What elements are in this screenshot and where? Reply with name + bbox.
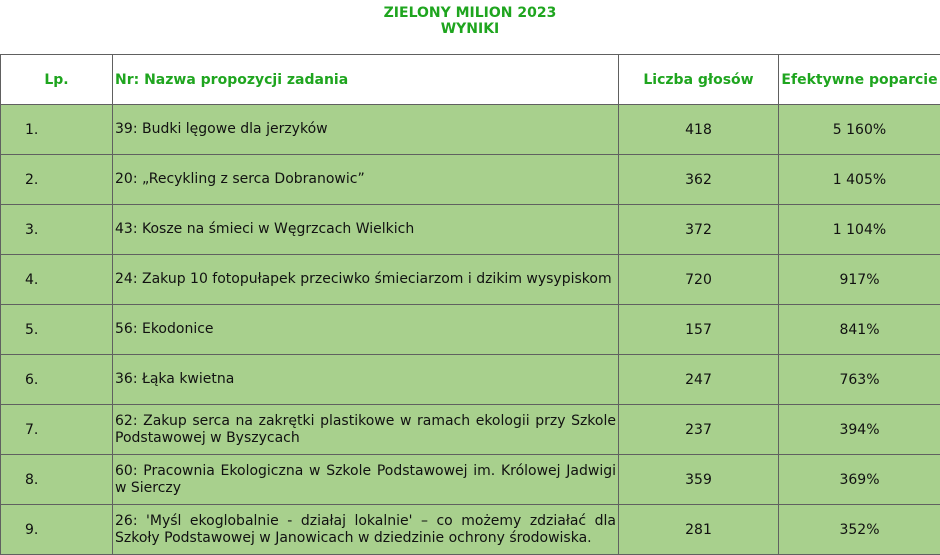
lp-cell: 7. <box>1 405 113 455</box>
lp-cell: 8. <box>1 455 113 505</box>
lp-cell: 9. <box>1 505 113 555</box>
table-header-row <box>1 55 940 105</box>
table-row <box>1 105 940 155</box>
results-table <box>0 54 940 555</box>
votes-cell: 372 <box>619 205 779 255</box>
support-cell: 369% <box>779 455 940 505</box>
lp-cell: 6. <box>1 355 113 405</box>
votes-cell: 157 <box>619 305 779 355</box>
votes-cell: 359 <box>619 455 779 505</box>
task-name-cell: 36: Łąka kwietna <box>113 355 619 405</box>
table-row <box>1 255 940 305</box>
task-name-cell: 60: Pracownia Ekologiczna w Szkole Podstawowej im. Królowej Jadwigi w Sierczy <box>113 455 619 505</box>
table-row <box>1 355 940 405</box>
table-row <box>1 305 940 355</box>
column-header-lp: Lp. <box>1 55 113 105</box>
table-row <box>1 405 940 455</box>
lp-cell: 4. <box>1 255 113 305</box>
lp-cell: 3. <box>1 205 113 255</box>
table-row <box>1 455 940 505</box>
support-cell: 763% <box>779 355 940 405</box>
page-subtitle: WYNIKI <box>0 21 940 37</box>
support-cell: 394% <box>779 405 940 455</box>
votes-cell: 720 <box>619 255 779 305</box>
votes-cell: 418 <box>619 105 779 155</box>
lp-cell: 5. <box>1 305 113 355</box>
lp-cell: 2. <box>1 155 113 205</box>
support-cell: 5 160% <box>779 105 940 155</box>
task-name-cell: 24: Zakup 10 fotopułapek przeciwko śmieciarzom i dzikim wysypiskom <box>113 255 619 305</box>
support-cell: 1 405% <box>779 155 940 205</box>
task-name-cell: 43: Kosze na śmieci w Węgrzcach Wielkich <box>113 205 619 255</box>
votes-cell: 362 <box>619 155 779 205</box>
support-cell: 917% <box>779 255 940 305</box>
task-name-cell: 56: Ekodonice <box>113 305 619 355</box>
task-name-cell: 26: 'Myśl ekoglobalnie - działaj lokalnie' – co możemy zdziałać dla Szkoły Podstawowej w Janowicach w dziedzinie ochrony środowiska. <box>113 505 619 555</box>
support-cell: 1 104% <box>779 205 940 255</box>
support-cell: 841% <box>779 305 940 355</box>
votes-cell: 247 <box>619 355 779 405</box>
column-header-name: Nr: Nazwa propozycji zadania <box>113 55 619 105</box>
column-header-votes: Liczba głosów <box>619 55 779 105</box>
task-name-cell: 62: Zakup serca na zakrętki plastikowe w ramach ekologii przy Szkole Podstawowej w Byszycach <box>113 405 619 455</box>
page-title: ZIELONY MILION 2023 <box>0 5 940 21</box>
table-row <box>1 205 940 255</box>
table-row <box>1 505 940 555</box>
title-block <box>0 0 940 54</box>
task-name-cell: 20: „Recykling z serca Dobranowic” <box>113 155 619 205</box>
votes-cell: 237 <box>619 405 779 455</box>
lp-cell: 1. <box>1 105 113 155</box>
column-header-support: Efektywne poparcie <box>779 55 940 105</box>
votes-cell: 281 <box>619 505 779 555</box>
table-row <box>1 155 940 205</box>
support-cell: 352% <box>779 505 940 555</box>
task-name-cell: 39: Budki lęgowe dla jerzyków <box>113 105 619 155</box>
